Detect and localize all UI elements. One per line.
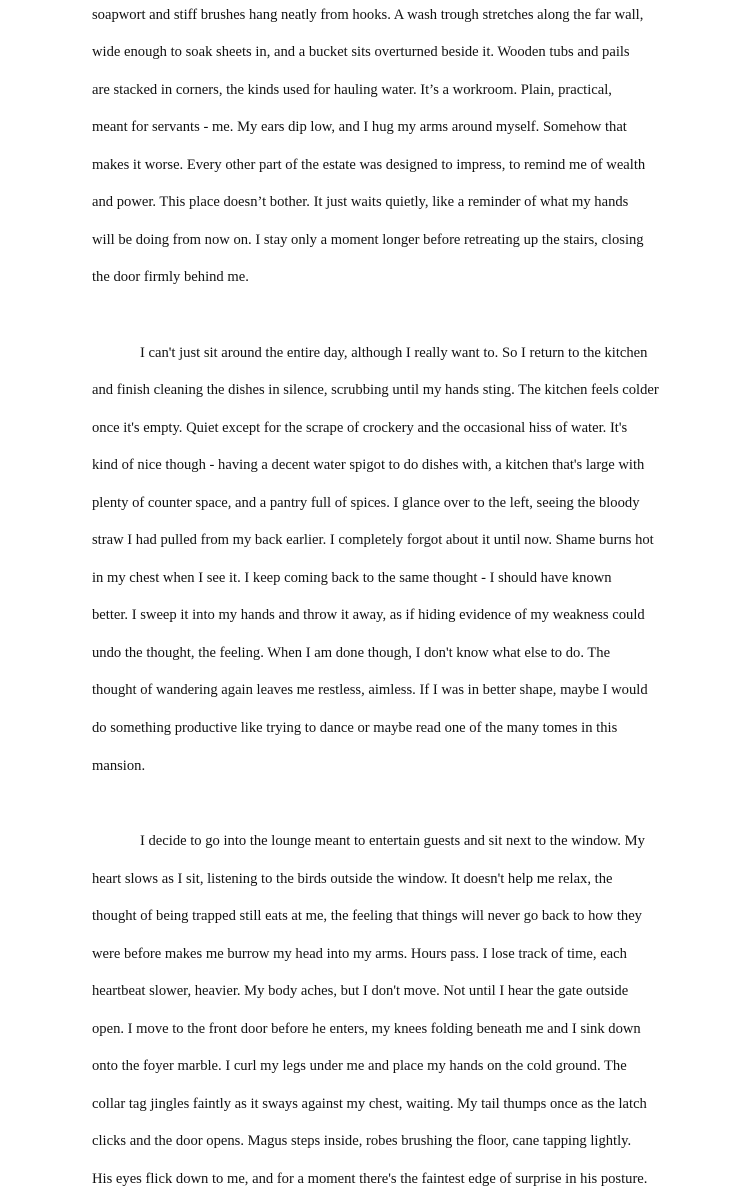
text-line: straw I had pulled from my back earlier. I completely forgot about it until now. Shame burns hot xyxy=(92,532,654,548)
text-line: soapwort and stiff brushes hang neatly from hooks. A wash trough stretches along the far wall, xyxy=(92,7,644,23)
text-line: meant for servants - me. My ears dip low, and I hug my arms around myself. Somehow that xyxy=(92,119,627,135)
text-line: were before makes me burrow my head into my arms. Hours pass. I lose track of time, each xyxy=(92,946,627,962)
text-line: undo the thought, the feeling. When I am done though, I don't know what else to do. The xyxy=(92,645,611,661)
text-line: kind of nice though - having a decent water spigot to do dishes with, a kitchen that's large with xyxy=(92,457,645,473)
text-line: do something productive like trying to dance or maybe read one of the many tomes in this xyxy=(92,720,618,736)
text-line: mansion. xyxy=(92,758,146,774)
text-line: His eyes flick down to me, and for a moment there's the faintest edge of surprise in his posture. xyxy=(92,1171,648,1187)
text-line: I can't just sit around the entire day, although I really want to. So I return to the kitchen xyxy=(140,345,648,361)
text-line: onto the foyer marble. I curl my legs under me and place my hands on the cold ground. The xyxy=(92,1058,627,1074)
text-line: better. I sweep it into my hands and throw it away, as if hiding evidence of my weakness could xyxy=(92,607,645,623)
text-line: and finish cleaning the dishes in silence, scrubbing until my hands sting. The kitchen feels colder xyxy=(92,382,659,398)
text-line: collar tag jingles faintly as it sways against my chest, waiting. My tail thumps once as the latch xyxy=(92,1096,647,1112)
text-line: once it's empty. Quiet except for the scrape of crockery and the occasional hiss of water. It's xyxy=(92,420,628,436)
text-line: will be doing from now on. I stay only a moment longer before retreating up the stairs, closing xyxy=(92,232,644,248)
text-line: in my chest when I see it. I keep coming back to the same thought - I should have known xyxy=(92,570,612,586)
text-line: and power. This place doesn’t bother. It just waits quietly, like a reminder of what my hands xyxy=(92,194,629,210)
text-line: I decide to go into the lounge meant to entertain guests and sit next to the window. My xyxy=(140,833,645,849)
text-line: open. I move to the front door before he enters, my knees folding beneath me and I sink down xyxy=(92,1021,641,1037)
text-line: the door firmly behind me. xyxy=(92,269,249,285)
text-line: thought of being trapped still eats at me, the feeling that things will never go back to how they xyxy=(92,908,642,924)
text-line: heartbeat slower, heavier. My body aches, but I don't move. Not until I hear the gate outside xyxy=(92,983,629,999)
text-line: thought of wandering again leaves me restless, aimless. If I was in better shape, maybe I would xyxy=(92,682,648,698)
text-line: wide enough to soak sheets in, and a bucket sits overturned beside it. Wooden tubs and pails xyxy=(92,44,630,60)
text-line: makes it worse. Every other part of the estate was designed to impress, to remind me of wealth xyxy=(92,157,646,173)
text-line: plenty of counter space, and a pantry full of spices. I glance over to the left, seeing the bloody xyxy=(92,495,640,511)
text-line: are stacked in corners, the kinds used for hauling water. It’s a workroom. Plain, practical, xyxy=(92,82,612,98)
text-line: clicks and the door opens. Magus steps inside, robes brushing the floor, cane tapping lightly. xyxy=(92,1133,632,1149)
text-line: heart slows as I sit, listening to the birds outside the window. It doesn't help me relax, the xyxy=(92,871,613,887)
